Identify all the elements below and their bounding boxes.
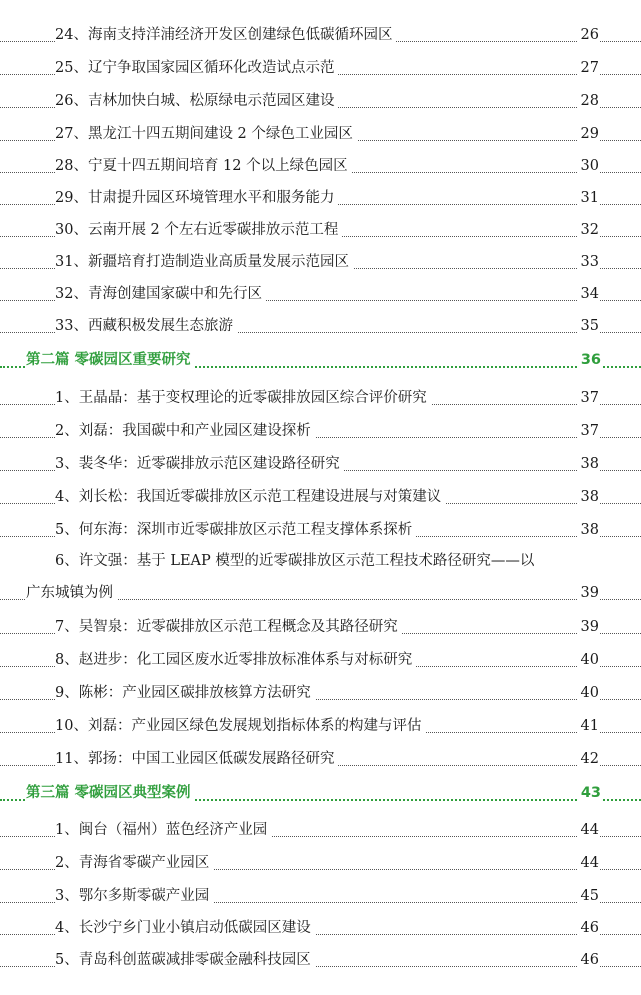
toc-entry bbox=[0, 578, 641, 608]
toc-entry-title: 7、吴智泉：近零碳排放区示范工程概念及其路径研究 bbox=[55, 612, 402, 642]
toc-entry-title-first-line: 6、许文强：基于 LEAP 模型的近零碳排放区示范工程技术路径研究——以 bbox=[55, 553, 535, 569]
toc-entry-title: 2、青海省零碳产业园区 bbox=[55, 848, 213, 878]
toc-entry[interactable] bbox=[0, 416, 641, 446]
toc-entry-title: 8、赵进步：化工园区废水近零排放标准体系与对标研究 bbox=[55, 645, 416, 675]
toc-entry[interactable] bbox=[0, 383, 641, 413]
toc-entry-page: 45 bbox=[577, 881, 599, 911]
toc-entry-page: 37 bbox=[577, 383, 599, 413]
toc-entry-page: 40 bbox=[577, 678, 599, 708]
toc-entry-page: 37 bbox=[577, 416, 599, 446]
toc-section-page: 43 bbox=[577, 778, 601, 808]
toc-entry-page: 30 bbox=[577, 151, 599, 181]
toc-entry-title: 5、青岛科创蓝碳减排零碳金融科技园区 bbox=[55, 945, 315, 975]
toc-entry-title: 24、海南支持洋浦经济开发区创建绿色低碳循环园区 bbox=[55, 20, 396, 50]
toc-entry[interactable] bbox=[0, 183, 641, 213]
toc-entry-page: 42 bbox=[577, 744, 599, 774]
toc-entry-title: 1、王晶晶：基于变权理论的近零碳排放园区综合评价研究 bbox=[55, 383, 431, 413]
toc-entry-page: 38 bbox=[577, 515, 599, 545]
toc-entry-page: 35 bbox=[577, 311, 599, 341]
toc-entry[interactable] bbox=[0, 815, 641, 845]
toc-entry[interactable] bbox=[0, 515, 641, 545]
toc-entry-page: 33 bbox=[577, 247, 599, 277]
toc-entry-title: 32、青海创建国家碳中和先行区 bbox=[55, 279, 266, 309]
toc-entry-page: 44 bbox=[577, 848, 599, 878]
toc-entry-page: 27 bbox=[577, 53, 599, 83]
toc-entry[interactable] bbox=[0, 612, 641, 642]
toc-entry-page: 32 bbox=[577, 215, 599, 245]
toc-entry-page: 46 bbox=[577, 913, 599, 943]
toc-entry[interactable] bbox=[0, 247, 641, 277]
toc-entry-page: 31 bbox=[577, 183, 599, 213]
toc-entry[interactable] bbox=[0, 449, 641, 479]
toc-section-heading[interactable] bbox=[0, 345, 641, 375]
toc-entry-title: 4、刘长松：我国近零碳排放区示范工程建设进展与对策建议 bbox=[55, 482, 445, 512]
toc-entry-title: 31、新疆培育打造制造业高质量发展示范园区 bbox=[55, 247, 353, 277]
toc-entry-page: 29 bbox=[577, 119, 599, 149]
toc-entry[interactable] bbox=[0, 881, 641, 911]
toc-entry-page: 28 bbox=[577, 86, 599, 116]
toc-entry[interactable] bbox=[0, 151, 641, 181]
toc-entry[interactable] bbox=[0, 711, 641, 741]
toc-entry[interactable] bbox=[0, 53, 641, 83]
toc-entry-title: 11、郭扬：中国工业园区低碳发展路径研究 bbox=[55, 744, 338, 774]
toc-section-page: 36 bbox=[577, 345, 601, 375]
toc-entry-title: 4、长沙宁乡门业小镇启动低碳园区建设 bbox=[55, 913, 315, 943]
toc-entry[interactable] bbox=[0, 482, 641, 512]
toc-entry[interactable] bbox=[0, 86, 641, 116]
toc-entry-page: 34 bbox=[577, 279, 599, 309]
toc-entry-page: 26 bbox=[577, 20, 599, 50]
toc-entry-title: 3、裴冬华：近零碳排放示范区建设路径研究 bbox=[55, 449, 344, 479]
toc-entry[interactable] bbox=[0, 20, 641, 50]
toc-entry-title: 10、刘磊：产业园区绿色发展规划指标体系的构建与评估 bbox=[55, 711, 425, 741]
toc-section-heading[interactable] bbox=[0, 778, 641, 808]
toc-entry-page: 41 bbox=[577, 711, 599, 741]
toc-entry[interactable] bbox=[0, 119, 641, 149]
toc-entry-page: 44 bbox=[577, 815, 599, 845]
toc-entry[interactable] bbox=[0, 215, 641, 245]
toc-entry-page: 40 bbox=[577, 645, 599, 675]
toc-entry-page: 39 bbox=[577, 578, 599, 608]
toc-entry-page: 38 bbox=[577, 482, 599, 512]
toc-entry-title: 广东城镇为例 bbox=[26, 578, 117, 608]
toc-entry-title: 9、陈彬：产业园区碳排放核算方法研究 bbox=[55, 678, 315, 708]
toc-entry[interactable] bbox=[0, 744, 641, 774]
toc-entry-title: 26、吉林加快白城、松原绿电示范园区建设 bbox=[55, 86, 338, 116]
toc-section-title: 第三篇 零碳园区典型案例 bbox=[26, 778, 195, 808]
toc-entry[interactable] bbox=[0, 913, 641, 943]
toc-entry-title: 2、刘磊：我国碳中和产业园区建设探析 bbox=[55, 416, 315, 446]
toc-entry[interactable] bbox=[0, 945, 641, 975]
toc-entry-title: 27、黑龙江十四五期间建设 2 个绿色工业园区 bbox=[55, 119, 357, 149]
toc-entry-title: 1、闽台（福州）蓝色经济产业园 bbox=[55, 815, 271, 845]
toc-entry-title: 29、甘肃提升园区环境管理水平和服务能力 bbox=[55, 183, 338, 213]
toc-entry[interactable] bbox=[0, 311, 641, 341]
toc-entry[interactable] bbox=[0, 678, 641, 708]
toc-entry[interactable] bbox=[0, 645, 641, 675]
toc-entry-title: 30、云南开展 2 个左右近零碳排放示范工程 bbox=[55, 215, 342, 245]
toc-entry[interactable] bbox=[0, 279, 641, 309]
toc-entry-page: 38 bbox=[577, 449, 599, 479]
toc-entry-title: 25、辽宁争取国家园区循环化改造试点示范 bbox=[55, 53, 338, 83]
toc-entry-title: 33、西藏积极发展生态旅游 bbox=[55, 311, 237, 341]
toc-entry-page: 46 bbox=[577, 945, 599, 975]
toc-entry-title: 28、宁夏十四五期间培育 12 个以上绿色园区 bbox=[55, 151, 352, 181]
toc-entry-title: 3、鄂尔多斯零碳产业园 bbox=[55, 881, 213, 911]
toc-entry-page: 39 bbox=[577, 612, 599, 642]
toc-entry[interactable] bbox=[0, 848, 641, 878]
toc-section-title: 第二篇 零碳园区重要研究 bbox=[26, 345, 195, 375]
toc-entry-title: 5、何东海：深圳市近零碳排放区示范工程支撑体系探析 bbox=[55, 515, 416, 545]
